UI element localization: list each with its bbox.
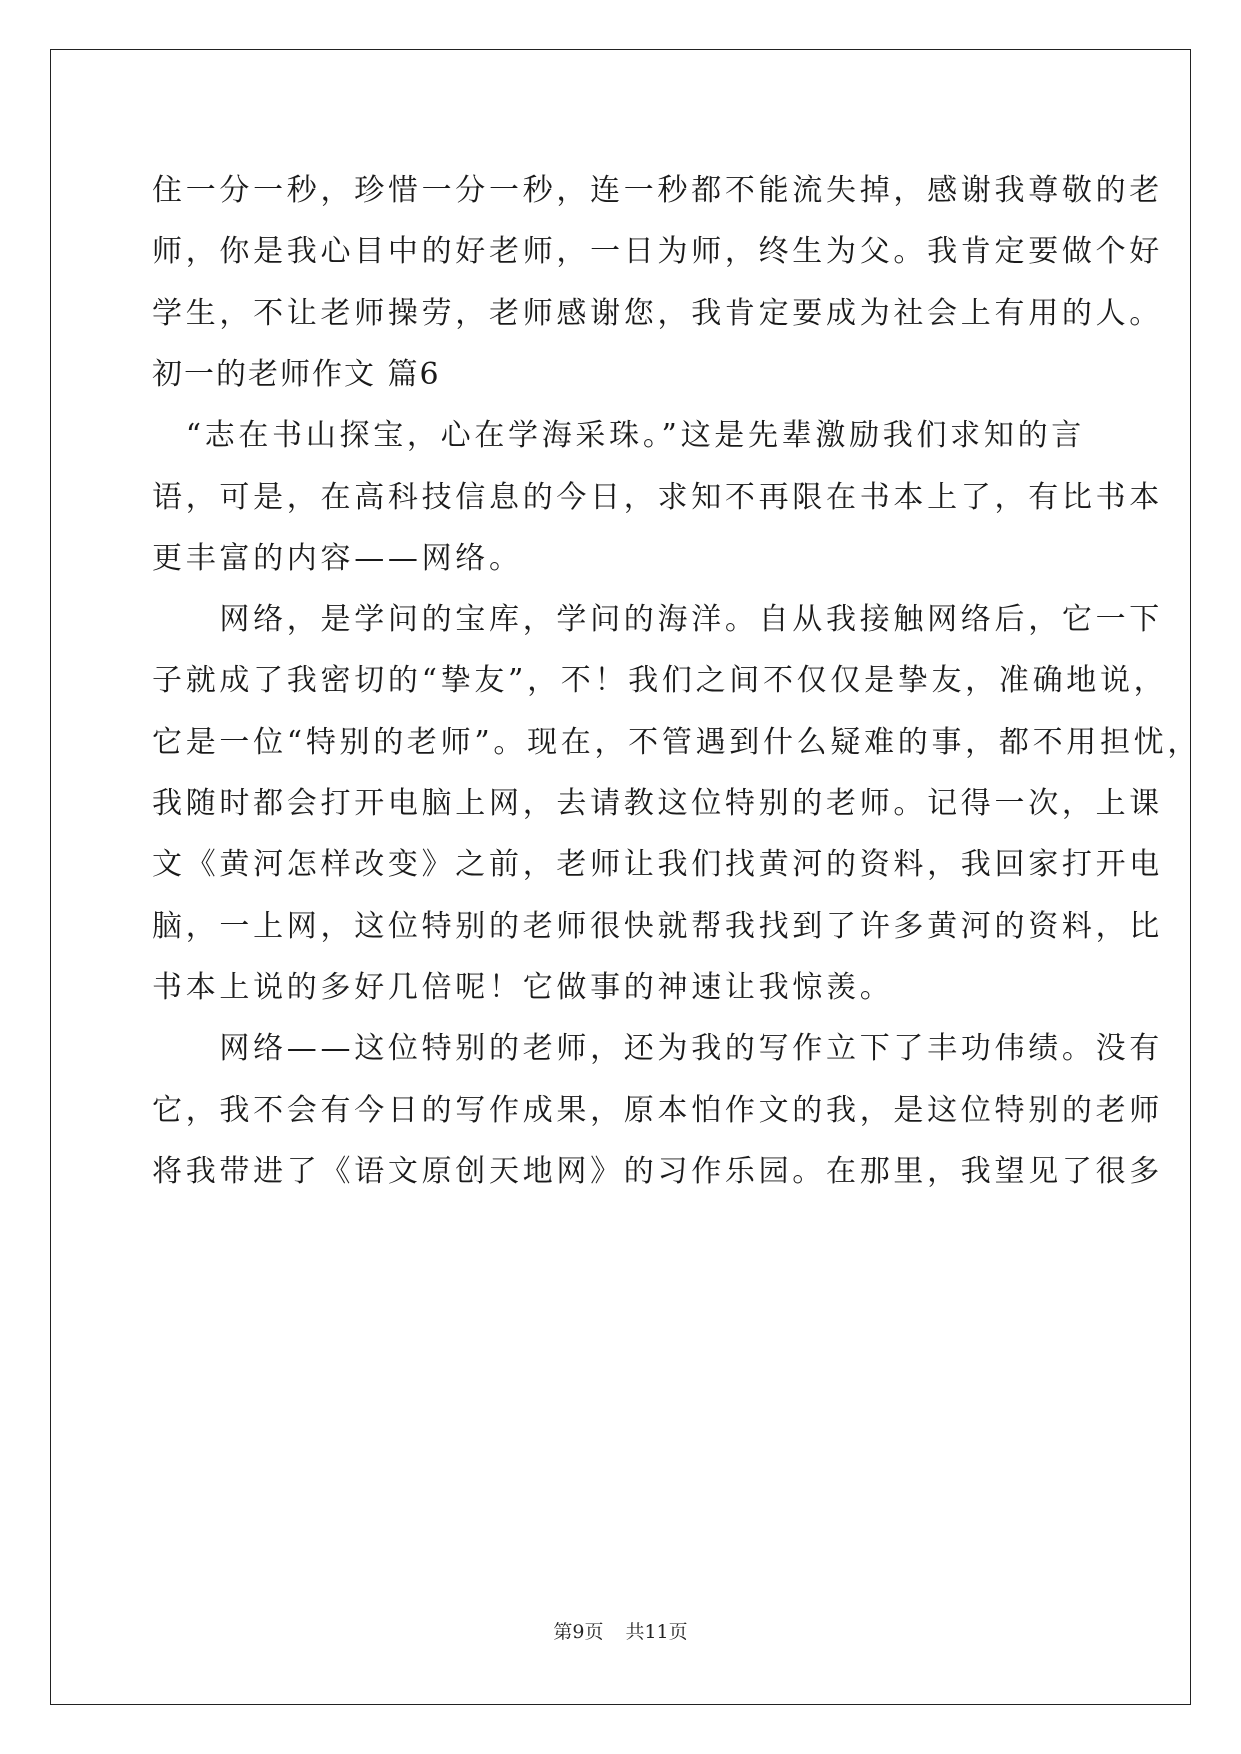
- text-line: 语，可是，在高科技信息的今日，求知不再限在书本上了，有比书本: [152, 479, 1163, 515]
- text-line: 书本上说的多好几倍呢！它做事的神速让我惊羡。: [152, 969, 894, 1005]
- text-line: 它，我不会有今日的写作成果，原本怕作文的我，是这位特别的老师: [152, 1092, 1163, 1128]
- page-total: 共11页: [625, 1621, 688, 1643]
- text-line: 师，你是我心目中的好老师，一日为师，终生为父。我肯定要做个好: [152, 234, 1163, 270]
- text-line: 脑，一上网，这位特别的老师很快就帮我找到了许多黄河的资料，比: [152, 908, 1163, 944]
- page-number: 第9页: [553, 1621, 604, 1643]
- text-line: “志在书山探宝，心在学海采珠。”这是先辈激励我们求知的言: [152, 418, 1085, 454]
- text-line: 网络，是学问的宝库，学问的海洋。自从我接触网络后，它一下: [152, 602, 1163, 638]
- text-line: 学生，不让老师操劳，老师感谢您，我肯定要成为社会上有用的人。: [152, 295, 1163, 331]
- text-line: 将我带进了《语文原创天地网》的习作乐园。在那里，我望见了很多: [152, 1153, 1163, 1189]
- text-line: 我随时都会打开电脑上网，去请教这位特别的老师。记得一次，上课: [152, 786, 1163, 821]
- text-line: 网络——这位特别的老师，还为我的写作立下了丰功伟绩。没有: [152, 1031, 1163, 1067]
- text-line: 更丰富的内容——网络。: [152, 540, 523, 576]
- page-footer: [0, 1620, 1241, 1644]
- text-line: 它是一位“特别的老师”。现在，不管遇到什么疑难的事，都不用担忧，: [152, 724, 1202, 760]
- text-line: 文《黄河怎样改变》之前，老师让我们找黄河的资料，我回家打开电: [152, 847, 1163, 883]
- section-heading: 初一的老师作文 篇6: [152, 356, 441, 392]
- text-line: 住一分一秒，珍惜一分一秒，连一秒都不能流失掉，感谢我尊敬的老: [152, 173, 1163, 208]
- text-line: 子就成了我密切的“挚友”，不！我们之间不仅仅是挚友，准确地说，: [152, 663, 1168, 699]
